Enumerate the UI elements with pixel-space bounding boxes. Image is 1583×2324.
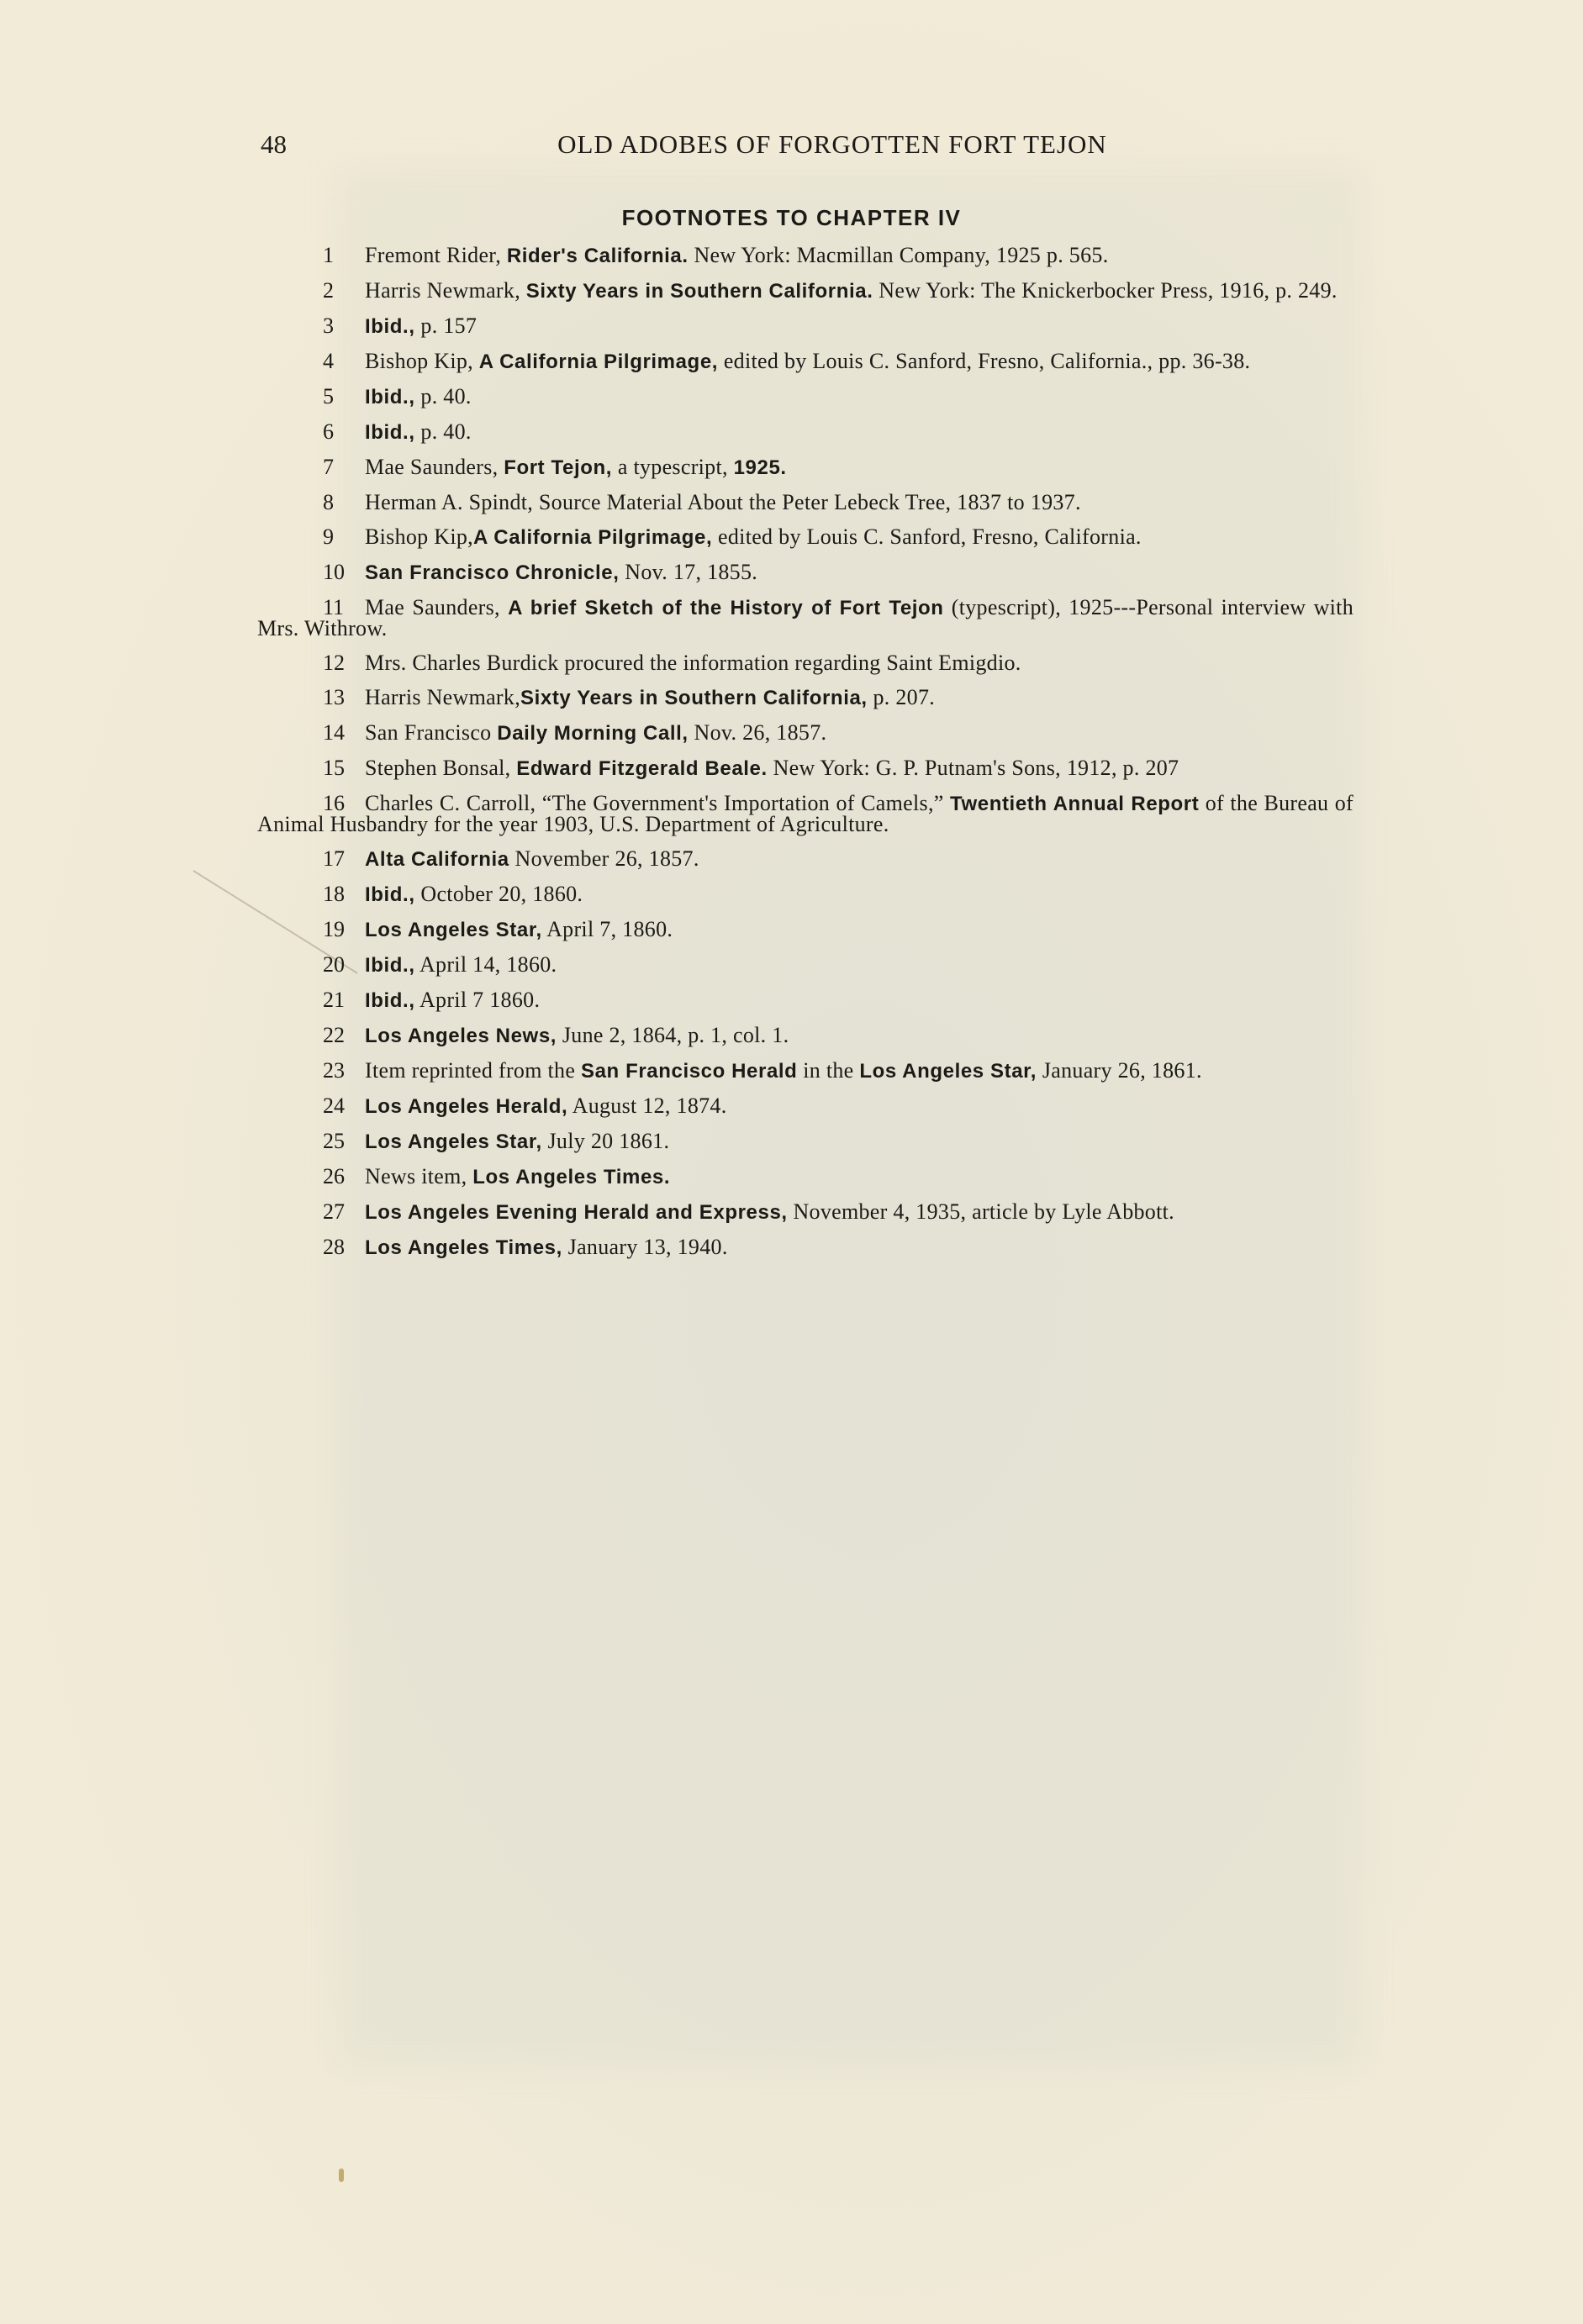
- footnote-text: Harris Newmark,: [365, 685, 520, 709]
- footnote-text: Herman A. Spindt, Source Material About the Peter Lebeck Tree, 1837 to 1937.: [365, 490, 1081, 514]
- footnote-text: edited by Louis C. Sanford, Fresno, California., pp. 36-38.: [718, 349, 1251, 373]
- footnote-number: 12: [323, 651, 345, 675]
- footnote-number: 27: [323, 1199, 345, 1224]
- footnote-21: [257, 990, 1353, 1011]
- footnote-text: April 7, 1860.: [541, 917, 673, 941]
- footnote-text: January 26, 1861.: [1037, 1058, 1202, 1083]
- footnote-text: edited by Louis C. Sanford, Fresno, California.: [712, 524, 1142, 549]
- footnote-text: in the: [797, 1058, 860, 1083]
- footnote-text: Harris Newmark,: [365, 278, 526, 303]
- footnote-number: 19: [323, 917, 345, 941]
- footnote-number: 11: [323, 595, 345, 619]
- footnote-title-text: Ibid.,: [365, 954, 415, 977]
- footnote-title-text: San Francisco Chronicle,: [365, 561, 620, 584]
- footnote-28: [257, 1237, 1353, 1258]
- footnote-title-text: Sixty Years in Southern California.: [525, 280, 873, 303]
- footnote-title-text: Daily Morning Call,: [497, 722, 689, 745]
- footnote-9: [257, 524, 1353, 549]
- footnote-text: Bishop Kip,: [365, 524, 473, 549]
- footnote-number: 1: [323, 243, 334, 267]
- footnote-text: Stephen Bonsal,: [365, 756, 517, 780]
- footnote-text: November 4, 1935, article by Lyle Abbott.: [787, 1199, 1174, 1224]
- footnote-text: November 26, 1857.: [509, 846, 699, 871]
- footnote-text: New York: G. P. Putnam's Sons, 1912, p. 207: [767, 756, 1179, 780]
- footnote-number: 6: [323, 419, 334, 444]
- footnote-text: June 2, 1864, p. 1, col. 1.: [557, 1023, 789, 1047]
- footnote-title-text: Los Angeles Times.: [472, 1166, 671, 1188]
- footnote-text: News item,: [365, 1164, 473, 1188]
- footnote-22: [257, 1025, 1353, 1046]
- footnote-number: 16: [323, 791, 345, 815]
- footnote-title-text: Los Angeles News,: [365, 1025, 557, 1047]
- footnote-number: 15: [323, 756, 345, 780]
- footnote-title-text: Fort Tejon,: [504, 456, 613, 479]
- footnote-title-text: Los Angeles Star,: [365, 919, 542, 941]
- footnote-text: a typescript,: [612, 455, 734, 479]
- footnote-text: January 13, 1940.: [562, 1235, 728, 1259]
- paper-stain: [339, 2169, 344, 2182]
- footnote-text: Nov. 26, 1857.: [688, 720, 827, 745]
- footnote-27: [257, 1199, 1353, 1224]
- footnote-number: 21: [323, 988, 345, 1012]
- footnote-1: [257, 245, 1353, 266]
- footnote-25: [257, 1131, 1353, 1152]
- footnote-text: October 20, 1860.: [414, 882, 583, 906]
- footnote-title-text: Twentieth Annual Report: [950, 793, 1200, 815]
- footnote-text: April 14, 1860.: [414, 952, 557, 977]
- footnote-text: p. 40.: [414, 384, 472, 408]
- footnote-text: Nov. 17, 1855.: [619, 560, 758, 584]
- footnote-title-text: Los Angeles Times,: [365, 1236, 562, 1259]
- footnote-number: 3: [323, 314, 334, 338]
- footnote-title-text: Ibid.,: [365, 421, 415, 444]
- footnotes-heading: FOOTNOTES TO CHAPTER IV: [621, 205, 962, 230]
- footnote-7: [257, 457, 1353, 478]
- footnote-20: [257, 952, 1353, 977]
- footnote-list: [257, 245, 1353, 1273]
- footnote-number: 10: [323, 560, 345, 584]
- footnote-title-text: Los Angeles Star,: [859, 1060, 1037, 1083]
- footnote-title-text: Ibid.,: [365, 989, 415, 1012]
- footnote-number: 5: [323, 384, 334, 408]
- footnote-number: 17: [323, 846, 345, 871]
- footnote-text: Item reprinted from the: [365, 1058, 581, 1083]
- footnote-title-text: Los Angeles Herald,: [365, 1095, 568, 1118]
- footnote-title-text: Sixty Years in Southern California,: [520, 687, 868, 709]
- footnote-text: July 20 1861.: [541, 1129, 670, 1153]
- footnote-8: [257, 490, 1353, 514]
- footnote-title-text: San Francisco Herald: [581, 1060, 798, 1083]
- footnote-title-text: A California Pilgrimage,: [478, 350, 719, 373]
- footnote-title-text: A California Pilgrimage,: [472, 526, 713, 549]
- footnote-title-text: Los Angeles Star,: [365, 1130, 542, 1153]
- footnote-text: p. 157: [414, 314, 478, 338]
- footnote-text: (typescript), 1925---Personal interview with Mrs. Withrow.: [257, 595, 1353, 640]
- footnote-title-text: Edward Fitzgerald Beale.: [516, 757, 768, 780]
- page-number: 48: [261, 129, 287, 159]
- footnote-number: 9: [323, 524, 334, 549]
- footnote-number: 24: [323, 1093, 345, 1118]
- footnote-text: p. 207.: [867, 685, 936, 709]
- footnote-11: [257, 595, 1353, 640]
- footnote-number: 18: [323, 882, 345, 906]
- footnote-number: 14: [323, 720, 345, 745]
- footnote-number: 28: [323, 1235, 345, 1259]
- footnote-number: 23: [323, 1058, 345, 1083]
- footnote-text: New York: Macmillan Company, 1925 p. 565.: [688, 243, 1109, 267]
- footnote-title-text: Rider's California.: [506, 245, 689, 267]
- footnote-number: 13: [323, 685, 345, 709]
- footnote-title-text: Ibid.,: [365, 315, 415, 338]
- footnote-3: [257, 316, 1353, 337]
- footnote-18: [257, 884, 1353, 905]
- footnote-10: [257, 562, 1353, 583]
- footnote-2: [257, 278, 1353, 303]
- footnote-number: 22: [323, 1023, 345, 1047]
- footnote-16: [257, 793, 1353, 835]
- footnote-number: 8: [323, 490, 334, 514]
- footnote-number: 20: [323, 952, 345, 977]
- footnote-title-text: Ibid.,: [365, 883, 415, 906]
- footnote-number: 26: [323, 1164, 345, 1188]
- footnote-23: [257, 1058, 1353, 1083]
- footnote-text: Charles C. Carroll, “The Government's Importation of Camels,”: [365, 791, 950, 815]
- footnote-number: 25: [323, 1129, 345, 1153]
- footnote-14: [257, 720, 1353, 745]
- footnote-text: San Francisco: [365, 720, 498, 745]
- footnote-number: 7: [323, 455, 334, 479]
- footnote-6: [257, 419, 1353, 444]
- footnote-text: Mrs. Charles Burdick procured the information regarding Saint Emigdio.: [365, 651, 1021, 675]
- footnote-text: Mae Saunders,: [365, 455, 504, 479]
- footnote-text: April 7 1860.: [414, 988, 541, 1012]
- footnote-13: [257, 685, 1353, 709]
- footnote-text: Fremont Rider,: [365, 243, 507, 267]
- footnote-text: Mae Saunders,: [365, 595, 509, 619]
- footnote-4: [257, 351, 1353, 372]
- footnote-text: New York: The Knickerbocker Press, 1916, p. 249.: [873, 278, 1338, 303]
- footnote-15: [257, 758, 1353, 779]
- footnote-title-text: A brief Sketch of the History of Fort Tejon: [508, 597, 944, 619]
- footnote-12: [257, 653, 1353, 673]
- footnote-title-text: Ibid.,: [365, 386, 415, 408]
- footnote-text: p. 40.: [414, 419, 472, 444]
- footnote-number: 4: [323, 349, 334, 373]
- running-head: [261, 126, 1353, 163]
- footnote-26: [257, 1164, 1353, 1188]
- footnote-text: Bishop Kip,: [365, 349, 479, 373]
- footnote-title-text: Alta California: [365, 848, 509, 871]
- footnote-title-text: 1925.: [733, 456, 787, 479]
- footnote-24: [257, 1093, 1353, 1118]
- running-title: OLD ADOBES OF FORGOTTEN FORT TEJON: [557, 129, 1107, 159]
- footnote-text: of the Bureau of Animal Husbandry for the year 1903, U.S. Department of Agriculture.: [257, 791, 1353, 836]
- footnote-title-text: Los Angeles Evening Herald and Express,: [365, 1201, 788, 1224]
- footnote-17: [257, 846, 1353, 871]
- footnote-number: 2: [323, 278, 334, 303]
- footnote-19: [257, 917, 1353, 941]
- footnote-text: August 12, 1874.: [567, 1093, 727, 1118]
- footnote-5: [257, 384, 1353, 408]
